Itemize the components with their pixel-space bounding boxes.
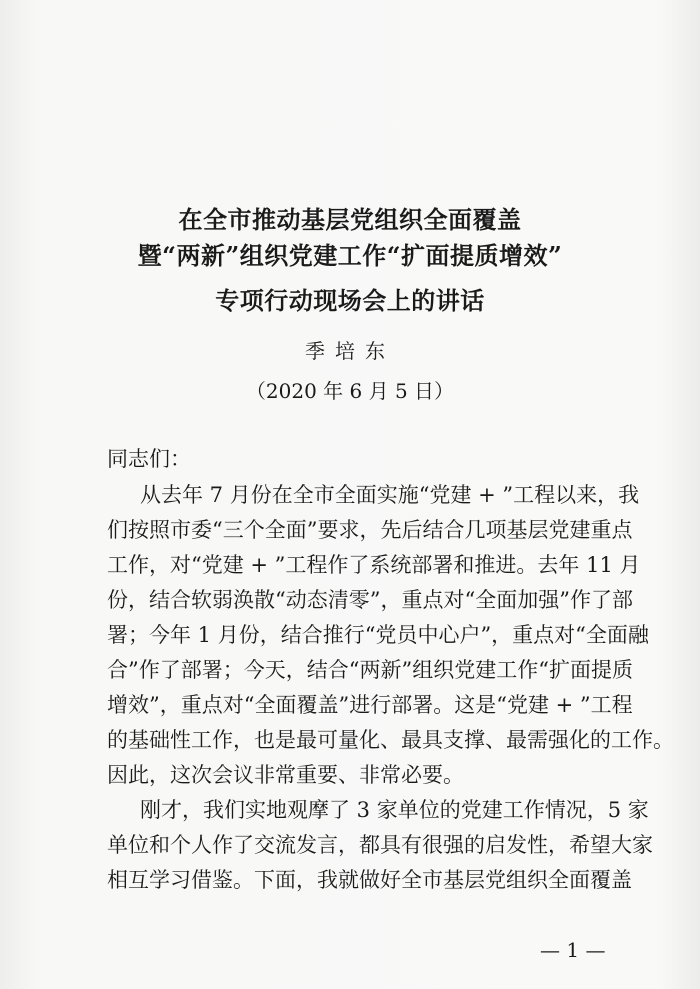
body-line: 增效”，重点对“全面覆盖”进行部署。这是“党建 + ”工程 [107,693,633,717]
title-line-2: 暨“两新”组织党建工作“扩面提质增效” [137,241,563,270]
body-line: 的基础性工作，也是最可量化、最具支撑、最需强化的工作。 [107,728,674,752]
body-line: 从去年 7 月份在全市全面实施“党建 + ”工程以来，我 [140,483,640,507]
body-line: 工作，对“党建 + ”工程作了系统部署和推进。去年 11 月 [107,553,641,577]
title-line-3: 专项行动现场会上的讲话 [215,286,485,315]
body-line: 合”作了部署；今天，结合“两新”组织党建工作“扩面提质 [107,658,633,682]
salutation: 同志们： [107,447,191,471]
body-line: 署；今年 1 月份，结合推行“党员中心户”，重点对“全面融 [107,623,649,647]
body-line: 刚才，我们实地观摩了 3 家单位的党建工作情况，5 家 [140,798,649,822]
page-number: — 1 — [540,938,606,962]
author: 季培东 [305,339,395,363]
body-line: 们按照市委“三个全面”要求，先后结合几项基层党建重点 [107,518,633,542]
body-line: 因此，这次会议非常重要、非常必要。 [107,763,464,787]
body-line: 相互学习借鉴。下面，我就做好全市基层党组织全面覆盖 [107,868,632,892]
date: （2020 年 6 月 5 日） [245,379,455,403]
title-line-1: 在全市推动基层党组织全面覆盖 [178,205,522,234]
body-line: 份，结合软弱涣散“动态清零”，重点对“全面加强”作了部 [107,588,633,612]
body-line: 单位和个人作了交流发言，都具有很强的启发性，希望大家 [107,833,653,857]
